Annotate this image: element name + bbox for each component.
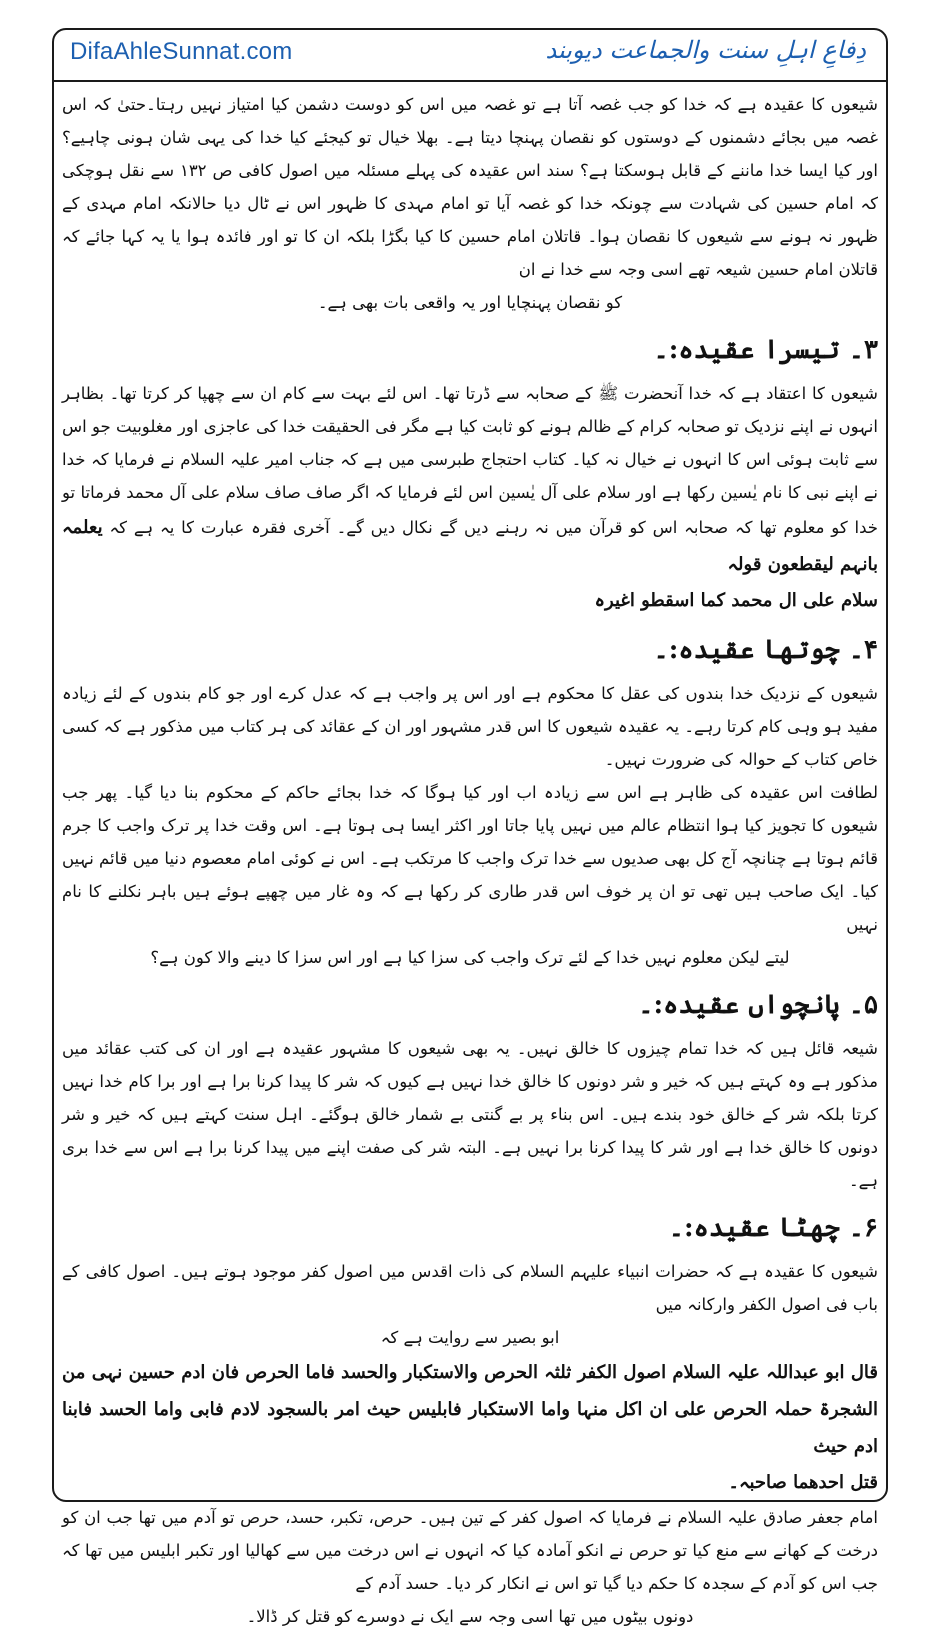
- section-5-heading: ۵۔ پانچواں عقیدہ:۔: [638, 990, 878, 1020]
- article-body: [62, 88, 878, 1626]
- header-divider: [52, 80, 888, 82]
- section-3-arabic-quote-2: سلام علی ال محمد کما اسقطو اغیرہ: [594, 590, 878, 611]
- section-6-translation: امام جعفر صادق علیہ السلام نے فرمایا کہ اصول کفر کے تین ہیں۔ حرص، تکبر، حسد، حرص تو آدم میں تھا جب ان کو درخت کے کھانے سے منع کیا تو حرص نے انکو آمادہ کیا کہ انہوں نے اس درخت میں سے کھالیا اور تکبر ابلیس میں تھا کہ جب اس کو آدم کے سجدہ کا حکم دیا گیا تو اس نے انکار کر دیا۔ حسد آدم کے: [62, 1508, 878, 1593]
- section-4-text-3: لیتے لیکن معلوم نہیں خدا کے لئے ترک واجب کی سزا کیا ہے اور اس سزا کا دینے والا کون ہے؟: [150, 948, 790, 967]
- section-3-body: شیعوں کا اعتقاد ہے کہ خدا آنحضرت ﷺ کے صحابہ سے ڈرتا تھا۔ اس لئے بہت سے کام ان سے چھپا کر کرتا تھا۔ بظاہر انہوں نے اپنے نزدیک تو صحابہ کرام کے ظالم ہونے کو ثابت کیا ہے مگر فی الحقیقت خدا کی عاجزی اور مغلوبیت جو اس سے ثابت ہوئی اس کا انہوں نے خیال نہ کیا۔ کتاب احتجاج طبرسی میں ہے کہ جناب امیر علیہ السلام نے فرمایا کہ خدا نے اپنے نبی کا نام یٰسین رکھا ہے اور سلام علی آل یٰسین اس لئے فرمایا کہ اگر صاف صاف سلام علی آل محمد فرماتا تو خدا کو معلوم تھا کہ صحابہ اس کو قرآن میں نہ رہنے دیں گے نکال دیں گے۔ آخری فقرہ عبارت کا یہ ہے کہ: [62, 384, 878, 537]
- brand-title: دِفاعِ اہلِ سنت والجماعت دیوبند: [545, 36, 866, 64]
- page-header: [52, 28, 888, 78]
- section-6-translation-end: دونوں بیٹوں میں تھا اسی وجہ سے ایک نے دوسرے کو قتل کر ڈالا۔: [246, 1607, 694, 1626]
- section-3-heading: ۳۔ تیسرا عقیدہ:۔: [653, 335, 878, 365]
- site-url[interactable]: DifaAhleSunnat.com: [70, 38, 293, 65]
- section-6-text: شیعوں کا عقیدہ ہے کہ حضرات انبیاء علیہم السلام کی ذات اقدس میں اصول کفر موجود ہوتے ہیں۔ اصول کافی کے باب فی اصول الکفر وارکانہ میں: [62, 1262, 878, 1314]
- section-6-arabic-quote: قال ابو عبداللہ علیہ السلام اصول الکفر ثلثہ الحرص والاستکبار والحسد فاما الحرص فان ادم حسین نہی من الشجرۃ حملہ الحرص علی ان اکل منہا واما الاستکبار فابلیس حیث امر بالسجود لادم فابی واما الحسد فابنا ادم حیث: [62, 1362, 878, 1457]
- section-4-heading: ۴۔ چوتھا عقیدہ:۔: [653, 635, 878, 665]
- section-5-text: شیعہ قائل ہیں کہ خدا تمام چیزوں کا خالق نہیں۔ یہ بھی شیعوں کا مشہور عقیدہ ہے اور ان کی کتب عقائد میں مذکور ہے وہ کہتے ہیں کہ خیر و شر دونوں کا خالق خدا نہیں ہے کیوں کہ شر کا پیدا کرنا برا ہے اور برا کام خدا نہیں کرتا بلکہ شر کے خالق خود بندے ہیں۔ اس بناء پر بے گنتی بے شمار خالق ہوگئے۔ اہل سنت کہتے ہیں کہ خیر و شر دونوں کا خالق خدا ہے اور شر کا پیدا کرنا برا نہیں ہے۔ البتہ شر کی صفت اپنے میں پیدا کرنا برا ہے اس سے خدا بری ہے۔: [62, 1039, 878, 1190]
- section-6-arabic-quote-end: قتل احدھما صاحبہ۔: [728, 1472, 878, 1493]
- section-3-arabic-quote: یعلمہ بانہم لیقطعون قولہ: [62, 517, 878, 575]
- intro-paragraph: شیعوں کا عقیدہ ہے کہ خدا کو جب غصہ آتا ہے تو غصہ میں اس کو دوست دشمن کیا امتیاز نہیں رہتا۔حتیٰ کہ اس غصہ میں بجائے دشمنوں کے دوستوں کو نقصان پہنچا دیتا ہے۔ بھلا خیال تو کیجئے کیا خدا کی یہی شان ہونی چاہیے؟ اور کیا ایسا خدا ماننے کے قابل ہوسکتا ہے؟ سند اس عقیدہ کی پہلے مسئلہ میں اصول کافی ص ۱۳۲ سے نقل ہوچکی کہ امام حسین کی شہادت سے چونکہ خدا کو غصہ آیا تو امام مہدی کا ظہور اس نے ٹال دیا حالانکہ امام مہدی کے ظہور نہ ہونے سے شیعوں کا نقصان ہوا۔ قاتلان امام حسین کا کیا بگڑا بلکہ ان کا تو اور فائدہ ہوا یا یہ کہا جائے کہ قاتلان امام حسین شیعہ تھے اسی وجہ سے خدا نے ان: [62, 95, 878, 279]
- intro-paragraph-end: کو نقصان پہنچایا اور یہ واقعی بات بھی ہے۔: [317, 293, 623, 312]
- section-3-text: [62, 377, 878, 583]
- section-4-text-2: لطافت اس عقیدہ کی ظاہر ہے اس سے زیادہ اب اور کیا ہوگا کہ خدا بجائے حاکم کے محکوم بنا دیا گیا۔ پھر جب شیعوں کا تجویز کیا ہوا انتظام عالم میں نہیں پایا جاتا اور اکثر ایسا ہی ہوتا ہے۔ اس وقت خدا پر ترک واجب کا جرم قائم ہوتا ہے چنانچہ آج کل بھی صدیوں سے خدا ترک واجب کا مرتکب ہے۔ اس نے کوئی امام معصوم دنیا میں قائم نہیں کیا۔ ایک صاحب ہیں تھی تو ان پر خوف اس قدر طاری کر رکھا ہے کہ وہ غار میں چھپے ہوئے ہیں باہر نکلنے کا نام نہیں: [62, 783, 878, 934]
- section-6-heading: ۶۔ چھٹا عقیدہ:۔: [668, 1213, 878, 1243]
- section-4-text-1: شیعوں کے نزدیک خدا بندوں کی عقل کا محکوم ہے اور اس پر واجب ہے کہ عدل کرے اور جو کام بندوں کے لئے زیادہ مفید ہو وہی کام کرتا رہے۔ یہ عقیدہ شیعوں کا اس قدر مشہور اور ان کے عقائد کی ہر کتاب میں مذکور ہے کہ کسی خاص کتاب کے حوالہ کی ضرورت نہیں۔: [62, 684, 878, 769]
- section-6-text-end: ابو بصیر سے روایت ہے کہ: [380, 1328, 560, 1347]
